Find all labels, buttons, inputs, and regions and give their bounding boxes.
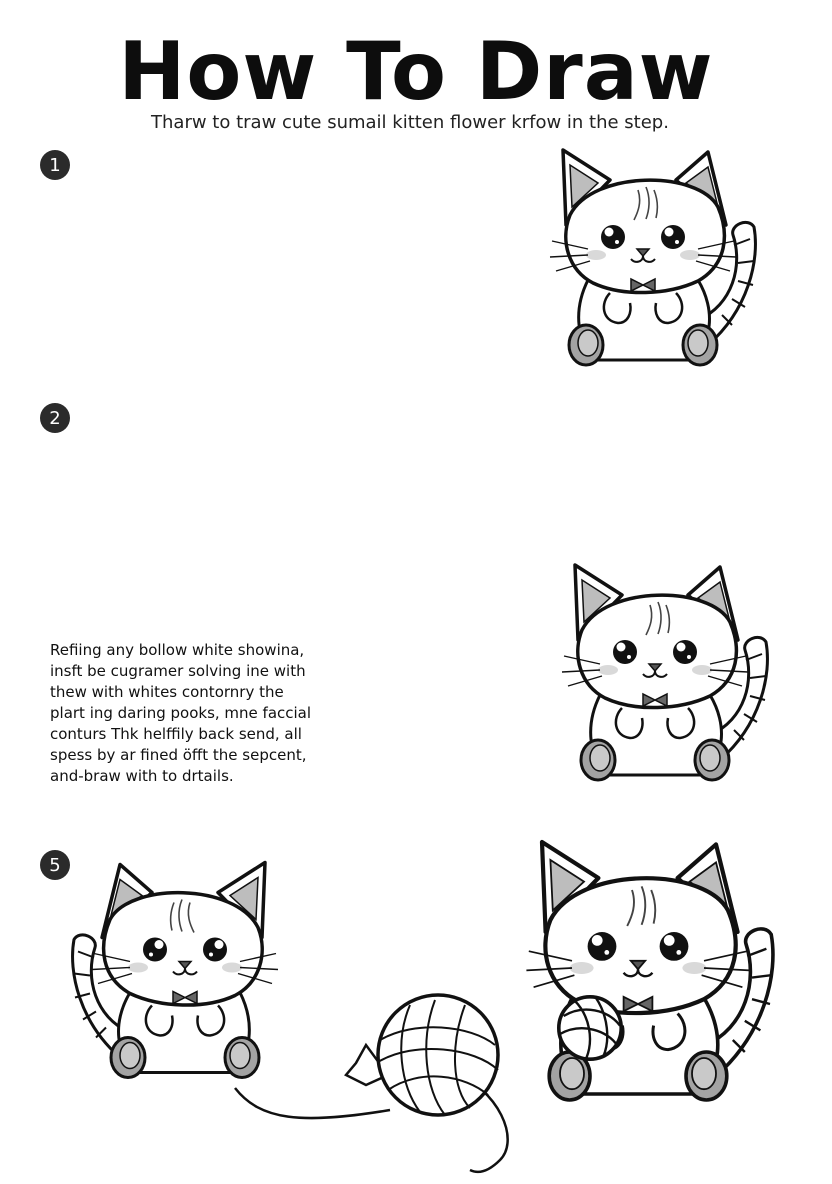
step-badge-1: 1 [40, 150, 70, 180]
kitten-illustration-step1 [548, 145, 758, 370]
page-subtitle: Tharw to traw cute sumail kitten flower krfow in the step. [151, 112, 669, 133]
step-badge-2: 2 [40, 403, 70, 433]
page-title: How To Draw [118, 25, 714, 118]
step-badge-3: 5 [40, 850, 70, 880]
instruction-line: and-braw with to drtails. [50, 767, 234, 785]
instruction-line: plart ing daring pooks, mne faccial [50, 704, 312, 722]
kitten-illustration-step2 [560, 560, 770, 785]
instruction-line: insft be cugramer solving ine with [50, 662, 306, 680]
instruction-line: thew with whites contornry the [50, 683, 284, 701]
instruction-line: Refiing any bollow white showina, [50, 641, 305, 659]
yarn-ball-icon [220, 1000, 640, 1180]
instruction-line: spess by ar fined öfft the sepcent, [50, 746, 307, 764]
instruction-line: conturs Thk helffily back send, all [50, 725, 302, 743]
instructions-paragraph [50, 640, 330, 787]
